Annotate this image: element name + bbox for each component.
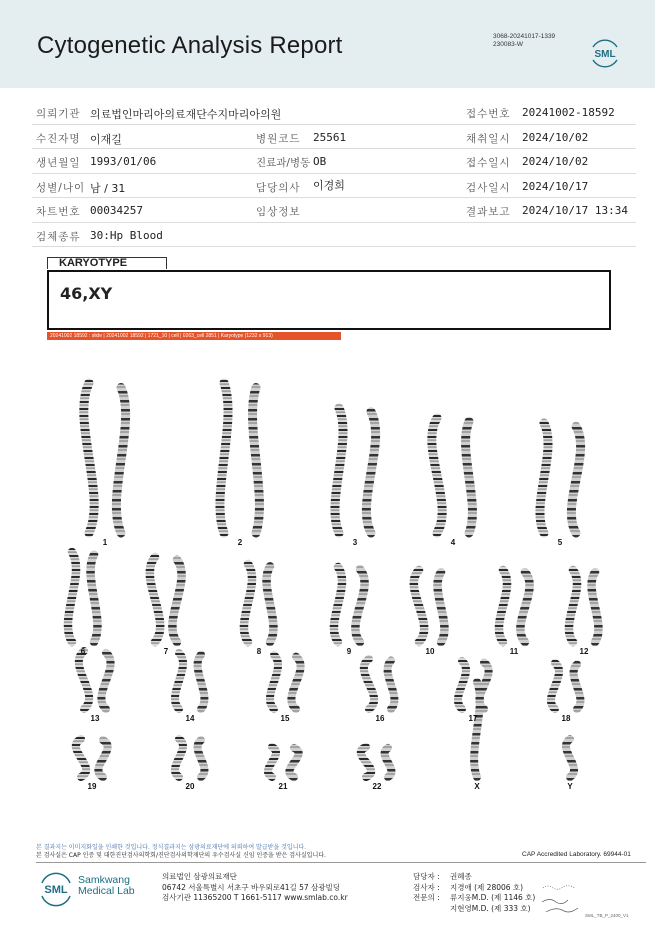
chromosome: [198, 740, 205, 777]
staff-role: 담당자 :: [413, 872, 440, 881]
staff-name: 류지웅M.D. (제 1146 호): [450, 893, 536, 902]
chromosome: [540, 423, 548, 533]
chromosome: [79, 651, 89, 709]
chromosome-label: 8: [256, 647, 262, 656]
institution-label: 의뢰기관: [36, 108, 81, 120]
report-id-line1: 3068-20241017-1339: [493, 33, 556, 40]
chromosome: [175, 653, 183, 709]
chart-label: 차트번호: [36, 206, 81, 218]
chromosome-label: 22: [372, 782, 382, 791]
chromosome: [220, 383, 228, 533]
chromosome: [289, 748, 298, 777]
chromosome: [172, 560, 181, 642]
chromosome: [253, 388, 260, 534]
lab-address-line2: 06742 서울특별시 서초구 바우뫼로41길 57 삼광빌딩: [162, 882, 341, 892]
chromosome: [175, 739, 183, 777]
chromosome: [438, 572, 445, 642]
chromosome: [150, 557, 160, 642]
info-row: [32, 174, 636, 199]
chromosome: [414, 570, 424, 642]
chromosome-label: 1: [102, 538, 108, 547]
reception-date-value: 2024/10/02: [522, 155, 589, 168]
chromosome-set: [68, 383, 599, 777]
chromosome: [366, 412, 375, 533]
chromosome: [364, 659, 374, 709]
collection-date-label: 채취일시: [466, 132, 511, 145]
patient-info-table: [32, 100, 636, 247]
collection-date-value: 2024/10/02: [522, 130, 589, 144]
chromosome-label: 21: [278, 782, 288, 791]
chromosome: [592, 572, 599, 642]
chromosome: [385, 748, 392, 777]
chromosome-label: 14: [185, 714, 195, 723]
dept-value: OB: [313, 155, 327, 168]
chromosome-label: 5: [557, 538, 563, 547]
samkwang-logo-text: SML: [44, 884, 68, 896]
karyotype-tab: KARYOTYPE: [47, 257, 167, 269]
chromosome: [335, 408, 343, 533]
staff-role: 전문의 :: [413, 893, 440, 902]
patient-value: 이재길: [90, 132, 122, 146]
chromosome: [268, 747, 276, 777]
chromosome-label: 18: [561, 714, 571, 723]
chromosome: [499, 570, 507, 642]
chromosome-label: 20: [185, 782, 195, 791]
chromosome-label: 16: [375, 714, 385, 723]
reception-no-value: 20241002-18592: [522, 106, 615, 119]
staff-name: 권혜종: [450, 872, 472, 881]
image-caption-bar: 20241002 18592 : slide | 20241002 18592 | 1721_10 | cell | 0263_cell 2851 | Karyotype (1232 x 913): [47, 332, 341, 340]
notice-line-2: 본 검사실은 CAP 인증 및 대한진단검사의학회/진단검사의학재단의 우수검사실 신임 인증을 받은 검사실입니다.: [36, 852, 326, 859]
birth-label: 생년월일: [36, 157, 81, 169]
chromosome-label: 9: [346, 647, 352, 656]
chromosome: [98, 740, 107, 777]
chromosome-label: 17: [468, 714, 478, 723]
chromosome-label: 2: [237, 538, 243, 547]
patient-label: 수진자명: [36, 132, 81, 145]
form-code: SML_TB_P_2400_V1: [585, 913, 629, 918]
chromosome-label: Y: [567, 782, 573, 791]
chromosome: [101, 653, 110, 709]
chromosome: [84, 383, 94, 533]
chromosome: [244, 564, 252, 642]
chromosome: [76, 739, 86, 777]
staff-name: 지현영M.D. (제 333 호): [450, 903, 531, 913]
brand-name: [78, 875, 135, 897]
signature-scribble: [540, 880, 585, 920]
chromosome-label: 10: [425, 647, 435, 656]
dept-label: 진료과/병동: [256, 157, 311, 169]
lab-address: [162, 872, 348, 904]
chromosome: [432, 418, 442, 533]
cap-accreditation: CAP Accredited Laboratory. 69944-01: [522, 851, 631, 858]
chromosome-label: 4: [450, 538, 456, 547]
info-row: [32, 198, 636, 223]
info-row: [32, 223, 636, 248]
chromosome: [334, 567, 342, 642]
info-row: [32, 100, 636, 125]
hospital-code-label: 병원코드: [256, 132, 301, 145]
brand-name-line1: Samkwang: [78, 874, 130, 886]
chromosome: [466, 421, 473, 533]
chromosome: [474, 682, 480, 777]
report-id-line2: 230083-W: [493, 41, 523, 48]
sml-logo-text: SML: [594, 49, 616, 60]
sex-age-label: 성별/나이: [36, 181, 86, 194]
doctor-label: 담당의사: [256, 181, 301, 194]
brand-name-line2: Medical Lab: [78, 885, 135, 897]
chromosome: [91, 555, 98, 642]
karyotype-box: [47, 270, 611, 330]
chromosome-label: X: [474, 782, 480, 791]
doctor-value: 이경희: [313, 178, 345, 192]
sml-logo-icon: [587, 35, 623, 71]
chart-value: 00034257: [90, 204, 143, 217]
exam-date-value: 2024/10/17: [522, 179, 589, 193]
chromosome: [566, 739, 574, 777]
chromosome: [361, 747, 371, 777]
chromosome-label: 11: [509, 647, 519, 656]
hospital-code-value: 25561: [313, 130, 347, 144]
chromosome-label: 3: [352, 538, 358, 547]
notice-line-1: 본 결과지는 이미지화일을 인쇄한 것입니다. 정식결과지는 삼광의료재단에 의뢰하여 발급받을 것입니다.: [36, 844, 307, 851]
chromosome: [388, 661, 395, 710]
exam-date-label: 검사일시: [466, 181, 511, 194]
samkwang-logo-icon: [36, 870, 76, 908]
lab-address-line1: 의료법인 삼광의료재단: [162, 872, 237, 881]
report-id: [493, 33, 555, 49]
chromosome: [574, 664, 581, 709]
chromosome: [571, 426, 580, 533]
chromosome: [267, 566, 274, 642]
lab-address-line3: 검사기관 11365200 T 1661-5117 www.smlab.co.kr: [162, 893, 348, 902]
karyogram-image: [40, 345, 620, 805]
chromosome: [198, 655, 205, 709]
chromosome-label: 7: [163, 647, 169, 656]
sex-age-value: 남 / 31: [90, 181, 126, 195]
chromosome: [291, 657, 300, 709]
reception-no-label: 접수번호: [466, 108, 511, 120]
page-title: Cytogenetic Analysis Report: [37, 32, 343, 59]
specimen-label: 검체종류: [36, 230, 81, 243]
clinical-label: 임상정보: [256, 206, 301, 218]
info-row: [32, 125, 636, 150]
chromosome-label: 12: [579, 647, 589, 656]
report-label: 결과보고: [466, 206, 511, 218]
staff-name: 지경애 (제 28006 호): [450, 882, 524, 892]
info-row: [32, 149, 636, 174]
chromosome: [355, 569, 364, 642]
chromosome: [520, 572, 529, 642]
karyotype-value: 46,XY: [60, 284, 113, 303]
specimen-value: 30:Hp Blood: [90, 228, 163, 242]
chromosome-label-set: [81, 538, 589, 791]
chromosome: [68, 552, 76, 642]
chromosome: [458, 661, 466, 709]
chromosome: [116, 388, 125, 534]
reception-date-label: 접수일시: [466, 157, 511, 169]
chromosome: [270, 655, 278, 709]
chromosome-label: 15: [280, 714, 290, 723]
footer-divider: [36, 862, 646, 863]
chromosome: [551, 663, 559, 709]
chromosome-label: 6: [80, 647, 86, 656]
institution-value: 의료법인마리아의료재단수지마리아의원: [90, 108, 282, 121]
chromosome-label: 19: [87, 782, 97, 791]
report-value: 2024/10/17 13:34: [522, 204, 628, 217]
chromosome: [569, 570, 577, 642]
birth-value: 1993/01/06: [90, 155, 157, 168]
chromosome-label: 13: [90, 714, 100, 723]
staff-role: 검사자 :: [413, 882, 440, 892]
